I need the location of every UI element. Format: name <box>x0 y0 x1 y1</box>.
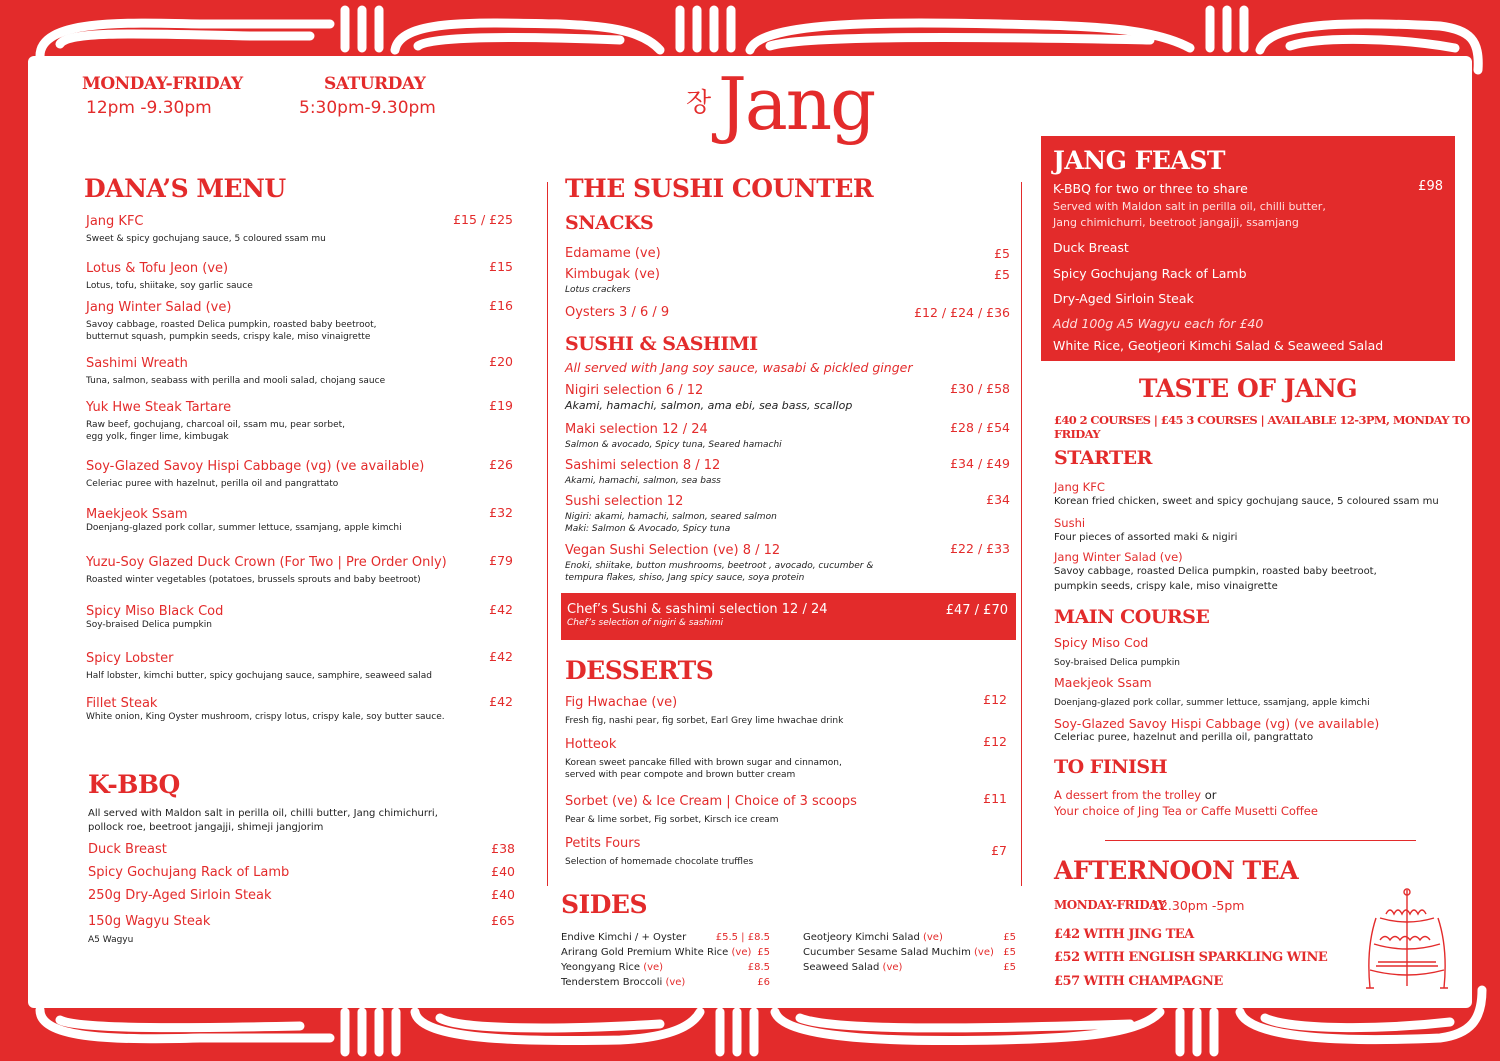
chefs-selection-box <box>561 593 1016 640</box>
dessert-price: £7 <box>991 843 1007 858</box>
kbbq-item-name: 150g Wagyu Steak <box>88 914 211 929</box>
snack-price: £5 <box>994 267 1010 282</box>
side-price: £5 <box>1003 962 1016 973</box>
side-price: £5 <box>757 947 770 958</box>
jang-feast-subtitle: K-BBQ for two or three to share <box>1053 181 1248 196</box>
menu-item-price: £15 / £25 <box>453 212 513 227</box>
menu-item-price: £79 <box>489 553 513 568</box>
sushi-item-desc: Maki: Salmon & Avocado, Spicy tuna <box>565 524 731 534</box>
main-course-name: Soy-Glazed Savoy Hispi Cabbage (vg) (ve available) <box>1054 716 1380 731</box>
sushi-item-desc: tempura flakes, shiso, Jang spicy sauce, soya protein <box>565 573 805 583</box>
jang-feast-item: Spicy Gochujang Rack of Lamb <box>1053 266 1247 281</box>
jang-feast-desc-line2: Jang chimichurri, beetroot jangajji, ssamjang <box>1053 216 1299 229</box>
jang-feast-sides: White Rice, Geotjeori Kimchi Salad & Seaweed Salad <box>1053 338 1384 353</box>
side-name <box>803 947 994 959</box>
to-finish-line1 <box>1054 788 1217 802</box>
main-course-desc: Doenjang-glazed pork collar, summer lettuce, ssamjang, apple kimchi <box>1054 698 1370 708</box>
snack-price: £5 <box>994 246 1010 261</box>
menu-item-desc: butternut squash, pumpkin seeds, crispy kale, miso vinaigrette <box>86 332 371 342</box>
menu-item-desc: Soy-braised Delica pumpkin <box>86 620 212 630</box>
sushi-sashimi-title: SUSHI & SASHIMI <box>565 333 758 355</box>
afternoon-tea-option: £57 WITH CHAMPAGNE <box>1054 974 1223 989</box>
or-text: or <box>1201 788 1217 802</box>
taste-of-jang-title: TASTE OF JANG <box>1138 374 1358 403</box>
logo-hangul: 장 <box>686 88 712 118</box>
menu-item-name: Yuk Hwe Steak Tartare <box>86 400 232 415</box>
sushi-item-name: Maki selection 12 / 24 <box>565 422 708 437</box>
side-vegan-tag: (ve) <box>662 977 686 988</box>
chefs-selection-desc: Chef’s selection of nigiri & sashimi <box>567 618 724 628</box>
menu-item-name: Fillet Steak <box>86 696 158 711</box>
danas-menu-title: DANA’S MENU <box>84 174 286 203</box>
afternoon-tea-title: AFTERNOON TEA <box>1054 856 1299 885</box>
jang-feast-addon: Add 100g A5 Wagyu each for £40 <box>1053 316 1264 331</box>
afternoon-tea-option: £52 WITH ENGLISH SPARKLING WINE <box>1054 950 1328 965</box>
main-course-name: Maekjeok Ssam <box>1054 675 1152 690</box>
side-price: £5 <box>1003 947 1016 958</box>
starter-name: Sushi <box>1054 516 1086 530</box>
side-name <box>561 947 751 959</box>
side-price: £6 <box>757 977 770 988</box>
side-vegan-tag: (ve) <box>728 947 752 958</box>
snacks-title: SNACKS <box>565 212 654 234</box>
menu-item-price: £15 <box>489 259 513 274</box>
section-divider <box>1105 840 1416 841</box>
chefs-selection-price: £47 / £70 <box>945 603 1008 618</box>
weekday-label: MONDAY-FRIDAY <box>82 74 243 94</box>
kbbq-item-price: £40 <box>491 887 515 902</box>
snack-name: Kimbugak (ve) <box>565 267 661 282</box>
sushi-item-price: £34 / £49 <box>950 456 1010 471</box>
sushi-item-name: Sushi selection 12 <box>565 494 684 509</box>
menu-item-desc: Celeriac puree with hazelnut, perilla oil and pangrattato <box>86 479 339 489</box>
weekday-hours: 12pm -9.30pm <box>86 98 212 118</box>
sushi-item-name: Nigiri selection 6 / 12 <box>565 383 704 398</box>
sushi-item-desc: Enoki, shiitake, button mushrooms, beetroot , avocado, cucumber & <box>565 561 874 571</box>
sushi-item-name: Sashimi selection 8 / 12 <box>565 458 721 473</box>
menu-item-desc: Raw beef, gochujang, charcoal oil, ssam mu, pear sorbet, <box>86 420 346 430</box>
sushi-item-desc: Akami, hamachi, salmon, sea bass <box>565 476 721 486</box>
menu-item-desc: Lotus, tofu, shiitake, soy garlic sauce <box>86 281 253 291</box>
side-name-text: Geotjeory Kimchi Salad <box>803 932 920 943</box>
kbbq-item-price: £65 <box>491 913 515 928</box>
side-vegan-tag: (ve) <box>879 962 903 973</box>
menu-item-price: £42 <box>489 694 513 709</box>
side-name <box>561 962 663 974</box>
menu-item-name: Lotus & Tofu Jeon (ve) <box>86 261 229 276</box>
side-vegan-tag: (ve) <box>640 962 664 973</box>
snack-price: £12 / £24 / £36 <box>914 305 1010 320</box>
side-name-text: Arirang Gold Premium White Rice <box>561 947 729 958</box>
menu-item-name: Maekjeok Ssam <box>86 507 188 522</box>
menu-item-name: Jang Winter Salad (ve) <box>86 300 232 315</box>
menu-item-name: Yuzu-Soy Glazed Duck Crown (For Two | Pre Order Only) <box>86 555 447 570</box>
to-finish-line2: Your choice of Jing Tea or Caffe Musetti Coffee <box>1054 804 1318 818</box>
menu-item-name: Spicy Miso Black Cod <box>86 604 224 619</box>
menu-item-desc: White onion, King Oyster mushroom, crispy lotus, crispy kale, soy butter sauce. <box>86 712 445 722</box>
menu-item-price: £16 <box>489 298 513 313</box>
kbbq-item-name: Duck Breast <box>88 842 167 857</box>
main-course-title: MAIN COURSE <box>1054 606 1210 628</box>
sushi-item-desc: Nigiri: akami, hamachi, salmon, seared salmon <box>565 512 777 522</box>
starter-name: Jang Winter Salad (ve) <box>1054 550 1183 564</box>
starter-desc: Korean fried chicken, sweet and spicy gochujang sauce, 5 coloured ssam mu <box>1054 496 1439 507</box>
side-name-text: Yeongyang Rice <box>561 962 641 973</box>
dessert-desc: served with pear compote and brown butter cream <box>565 770 796 780</box>
sushi-item-price: £30 / £58 <box>950 381 1010 396</box>
side-name <box>561 977 685 989</box>
jang-feast-item: Duck Breast <box>1053 240 1129 255</box>
sushi-item-price: £28 / £54 <box>950 420 1010 435</box>
sushi-item-price: £22 / £33 <box>950 541 1010 556</box>
kbbq-item-price: £38 <box>491 841 515 856</box>
starter-name: Jang KFC <box>1054 480 1105 494</box>
side-name <box>803 932 943 944</box>
side-price: £5 <box>1003 932 1016 943</box>
starter-title: STARTER <box>1054 447 1152 469</box>
jang-feast-desc-line1: Served with Maldon salt in perilla oil, chilli butter, <box>1053 200 1326 213</box>
starter-desc: Savoy cabbage, roasted Delica pumpkin, roasted baby beetroot, <box>1054 566 1377 577</box>
side-name <box>561 932 686 944</box>
sushi-item-price: £34 <box>986 492 1010 507</box>
dessert-price: £11 <box>983 791 1007 806</box>
menu-item-price: £26 <box>489 457 513 472</box>
side-name-text: Endive Kimchi / + Oyster <box>561 932 687 943</box>
menu-item-price: £19 <box>489 398 513 413</box>
side-vegan-tag: (ve) <box>919 932 943 943</box>
dessert-name: Fig Hwachae (ve) <box>565 695 678 710</box>
jang-feast-price: £98 <box>1418 179 1443 194</box>
jang-feast-box <box>1041 136 1455 361</box>
dessert-desc: Korean sweet pancake filled with brown sugar and cinnamon, <box>565 758 842 768</box>
menu-item-name: Soy-Glazed Savoy Hispi Cabbage (vg) (ve available) <box>86 459 425 474</box>
menu-item-desc: Savoy cabbage, roasted Delica pumpkin, roasted baby beetroot, <box>86 320 377 330</box>
jang-feast-title: JANG FEAST <box>1053 146 1225 175</box>
menu-item-price: £42 <box>489 602 513 617</box>
dessert-desc: Fresh fig, nashi pear, fig sorbet, Earl Grey lime hwachae drink <box>565 716 844 726</box>
side-price: £8.5 <box>747 962 770 973</box>
kbbq-item-price: £40 <box>491 864 515 879</box>
main-course-desc: Celeriac puree, hazelnut and perilla oil, pangrattato <box>1054 732 1314 743</box>
menu-item-desc: egg yolk, finger lime, kimbugak <box>86 432 229 442</box>
cake-stand-illustration <box>1362 888 1452 998</box>
chefs-selection-name: Chef’s Sushi & sashimi selection 12 / 24 <box>567 602 828 617</box>
sushi-item-name: Vegan Sushi Selection (ve) 8 / 12 <box>565 543 781 558</box>
snack-name: Oysters 3 / 6 / 9 <box>565 305 670 320</box>
desserts-title: DESSERTS <box>565 656 714 685</box>
menu-item-desc: Tuna, salmon, seabass with perilla and mooli salad, chojang sauce <box>86 376 386 386</box>
kbbq-item-name: Spicy Gochujang Rack of Lamb <box>88 865 290 880</box>
to-finish-title: TO FINISH <box>1054 756 1168 778</box>
kbbq-title: K-BBQ <box>88 770 180 799</box>
saturday-label: SATURDAY <box>324 74 426 94</box>
kbbq-item-name: 250g Dry-Aged Sirloin Steak <box>88 888 272 903</box>
dessert-name: Petits Fours <box>565 836 641 851</box>
main-course-name: Spicy Miso Cod <box>1054 635 1149 650</box>
side-name-text: Tenderstem Broccoli <box>561 977 663 988</box>
starter-desc: Four pieces of assorted maki & nigiri <box>1054 532 1238 543</box>
afternoon-tea-days: MONDAY-FRIDAY <box>1054 898 1166 912</box>
jang-feast-item: Dry-Aged Sirloin Steak <box>1053 291 1194 306</box>
divider-right <box>1021 182 1022 886</box>
menu-item-price: £20 <box>489 354 513 369</box>
dessert-name: Sorbet (ve) & Ice Cream | Choice of 3 scoops <box>565 794 857 809</box>
afternoon-tea-option: £42 WITH JING TEA <box>1054 927 1194 942</box>
side-name-text: Cucumber Sesame Salad Muchim <box>803 947 971 958</box>
taste-of-jang-info: £40 2 COURSES | £45 3 COURSES | AVAILABLE 12-3PM, MONDAY TO FRIDAY <box>1054 413 1470 441</box>
kbbq-intro-line1: All served with Maldon salt in perilla oil, chilli butter, Jang chimichurri, <box>88 808 438 819</box>
sushi-item-desc: Akami, hamachi, salmon, ama ebi, sea bass, scallop <box>565 399 853 412</box>
side-price: £5.5 | £8.5 <box>715 932 770 943</box>
wagyu-note: A5 Wagyu <box>88 935 134 945</box>
sushi-sashimi-note: All served with Jang soy sauce, wasabi & pickled ginger <box>565 360 913 375</box>
side-name <box>803 962 902 974</box>
side-name-text: Seaweed Salad <box>803 962 880 973</box>
sides-title: SIDES <box>561 890 648 919</box>
sushi-counter-title: THE SUSHI COUNTER <box>565 174 874 203</box>
dessert-desc: Selection of homemade chocolate truffles <box>565 857 754 867</box>
menu-item-desc: Doenjang-glazed pork collar, summer lettuce, ssamjang, apple kimchi <box>86 523 402 533</box>
menu-item-desc: Sweet & spicy gochujang sauce, 5 coloured ssam mu <box>86 234 326 244</box>
dessert-desc: Pear & lime sorbet, Fig sorbet, Kirsch ice cream <box>565 815 779 825</box>
menu-item-name: Sashimi Wreath <box>86 356 188 371</box>
dessert-name: Hotteok <box>565 737 617 752</box>
afternoon-tea-time: 12.30pm -5pm <box>1152 898 1245 913</box>
starter-desc: pumpkin seeds, crispy kale, miso vinaigrette <box>1054 581 1278 592</box>
saturday-hours: 5:30pm-9.30pm <box>299 98 436 118</box>
menu-item-desc: Half lobster, kimchi butter, spicy gochujang sauce, samphire, seaweed salad <box>86 671 432 681</box>
snack-name: Edamame (ve) <box>565 246 661 261</box>
side-vegan-tag: (ve) <box>970 947 994 958</box>
dessert-trolley-text: A dessert from the trolley <box>1054 788 1202 802</box>
menu-item-price: £32 <box>489 505 513 520</box>
menu-item-name: Spicy Lobster <box>86 651 174 666</box>
dessert-price: £12 <box>983 692 1007 707</box>
logo-wordmark: Jang <box>718 62 875 146</box>
kbbq-intro-line2: pollock roe, beetroot jangajji, shimeji jangjorim <box>88 822 324 833</box>
dessert-price: £12 <box>983 734 1007 749</box>
main-course-desc: Soy-braised Delica pumpkin <box>1054 658 1180 668</box>
divider-left <box>547 182 548 886</box>
sushi-item-desc: Salmon & avocado, Spicy tuna, Seared hamachi <box>565 440 782 450</box>
menu-item-price: £42 <box>489 649 513 664</box>
menu-item-desc: Roasted winter vegetables (potatoes, brussels sprouts and baby beetroot) <box>86 575 421 585</box>
menu-item-name: Jang KFC <box>86 214 144 229</box>
snack-desc: Lotus crackers <box>565 285 631 295</box>
